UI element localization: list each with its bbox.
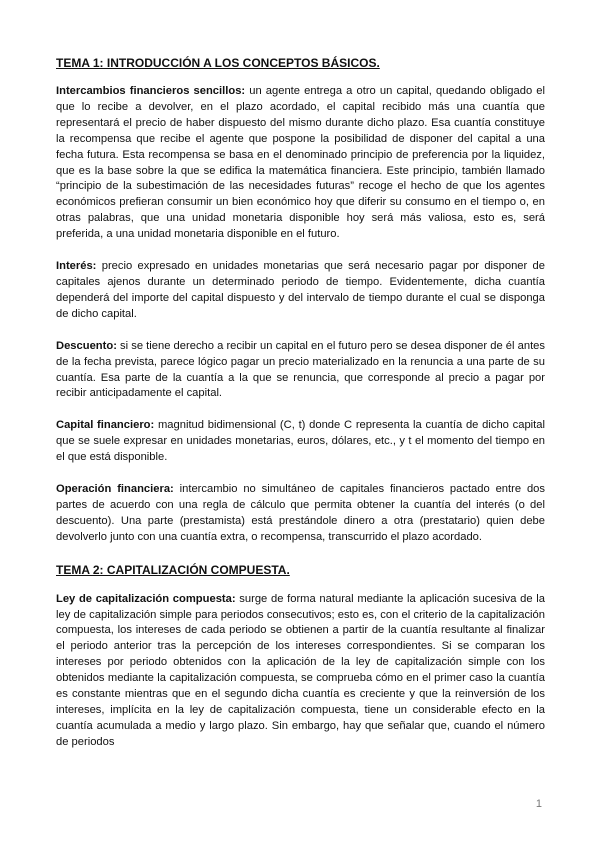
page-number: 1 (535, 798, 542, 810)
paragraph-operacion-financiera (56, 482, 545, 546)
tema1-heading: TEMA 1: INTRODUCCIÓN A LOS CONCEPTOS BÁSICOS. (56, 56, 380, 70)
term-ley-capitalizacion: Ley de capitalización compuesta: (56, 592, 236, 605)
paragraph-interes (56, 259, 545, 323)
term-intercambios: Intercambios financieros sencillos: (56, 85, 246, 97)
term-interes: Interés: (56, 260, 97, 273)
definition-operacion-financiera: intercambio no simultáneo de capitales financieros pactado entre dos partes de acuerdo con una regla de cálculo que permita obtener la cuantía del interés (o del descuento). Una parte (prestamista) está prestándole dinero a otra (prestatario) quien debe devolverlo junto con una cuantía extra, o recompensa, transcurrido el plazo acordado. (56, 483, 545, 543)
term-descuento: Descuento: (56, 339, 117, 352)
page-content (56, 55, 545, 751)
definition-capital-financiero: magnitud bidimensional (C, t) donde C representa la cuantía de dicho capital que se suele expresar en unidades monetarias, euros, dólares, etc., y t el momento del tiempo en el que está disponible. (56, 419, 545, 464)
term-operacion-financiera: Operación financiera: (56, 483, 174, 496)
tema2-heading: TEMA 2: CAPITALIZACIÓN COMPUESTA. (56, 562, 290, 577)
paragraph-capital-financiero (56, 418, 545, 466)
definition-intercambios: un agente entrega a otro un capital, quedando obligado el que lo recibe a devolver, en el plazo acordado, el capital recibido más una cuantía que representará el precio de haber dispuesto del mismo durante dicho plazo. Esa cuantía constituye la recompensa que recibe el agente que pospone la posibilidad de disponer del capital a una fecha futura. Esta recompensa se basa en el denominado principio de preferencia por la liquidez, que es la base sobre la que se edifica la matemática financiera. Este principio, también llamado “principio de la subestimación de las necesidades futuras” recoge el hecho de que los agentes económicos prefieran consumir un bien económico hoy que diferir su consumo en el tiempo o, en otras palabras, que una unidad monetaria disponible hoy será más valiosa, esto es, será preferida, a una unidad monetaria disponible en el futuro. (56, 85, 545, 241)
definition-ley-capitalizacion: surge de forma natural mediante la aplicación sucesiva de la ley de capitalización simple para periodos consecutivos; esto es, con el criterio de la capitalización compuesta, los intereses de cada periodo se obtienen a partir de la cuantía resultante al finalizar el periodo anterior tras la percepción de los intereses correspondientes. Si se comparan los intereses por periodo obtenidos con la aplicación de la ley de capitalización simple con los obtenidos mediante la capitalización compuesta, se comprueba cómo en el primer caso la cuantía es constante mientras que en el segundo dicha cuantía es creciente y que la reinversión de los intereses, implícita en la ley de capitalización compuesta, tiene un considerable efecto en la cuantía acumulada a medio y largo plazo. Sin embargo, hay que señalar que, cuando el número de periodos (56, 592, 545, 748)
definition-interes: precio expresado en unidades monetarias que será necesario pagar por disponer de capitales ajenos durante un determinado periodo de tiempo. Evidentemente, dicha cuantía dependerá del importe del capital dispuesto y del intervalo de tiempo durante el cual se disponga de dicho capital. (56, 260, 545, 320)
paragraph-descuento (56, 339, 545, 403)
term-capital-financiero: Capital financiero: (56, 419, 155, 432)
paragraph-ley-capitalizacion (56, 592, 545, 751)
paragraph-intercambios (56, 84, 545, 243)
definition-descuento: si se tiene derecho a recibir un capital en el futuro pero se desea disponer de él antes de la fecha prevista, parece lógico pagar un precio materializado en la renuncia a una parte de su cuantía. Esa parte de la cuantía a la que se renuncia, que corresponde al precio a pagar por recibir anticipadamente el capital. (56, 339, 545, 400)
